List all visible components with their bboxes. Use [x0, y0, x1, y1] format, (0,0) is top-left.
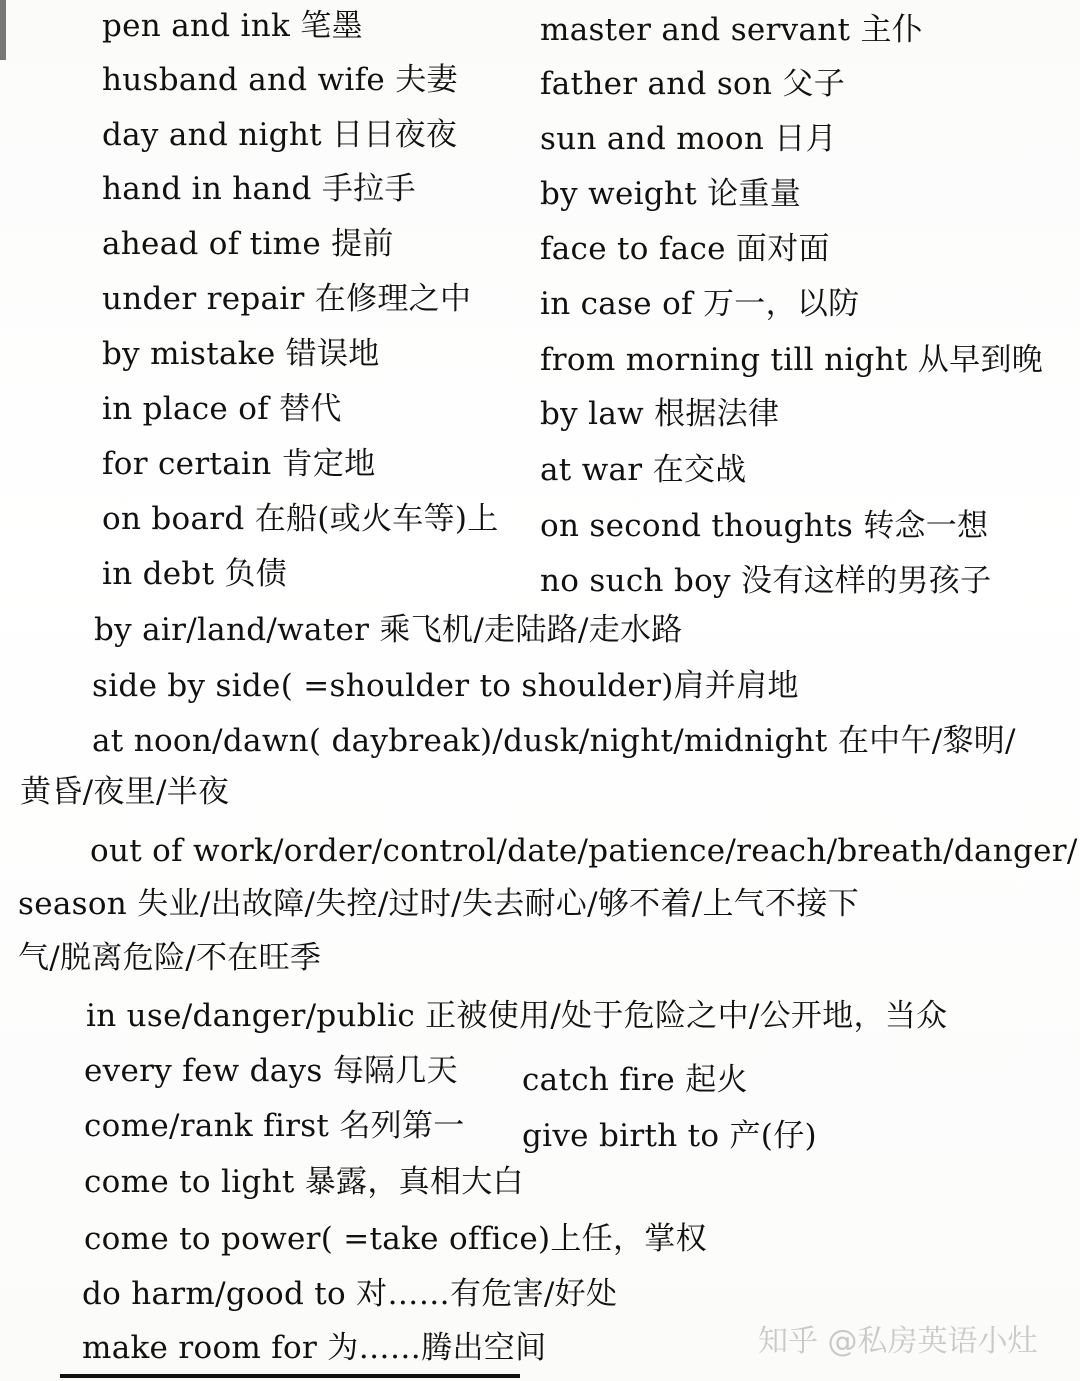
phrase-line: come to power( =take office)上任，掌权 [84, 1221, 707, 1257]
phrase-right: on second thoughts 转念一想 [540, 508, 989, 544]
phrase-right: from morning till night 从早到晚 [540, 342, 1044, 378]
phrase-left: husband and wife 夫妻 [102, 62, 458, 98]
phrase-right: master and servant 主仆 [540, 12, 924, 48]
watermark: 知乎 @私房英语小灶 [758, 1324, 1038, 1359]
phrase-left: ahead of time 提前 [102, 226, 394, 262]
phrase-line-continued: season 失业/出故障/失控/过时/失去耐心/够不着/上气不接下 [18, 886, 859, 922]
phrase-left: pen and ink 笔墨 [102, 8, 363, 44]
phrase-right: by weight 论重量 [540, 176, 802, 212]
phrase-right: give birth to 产(仔) [522, 1118, 817, 1154]
phrase-left: under repair 在修理之中 [102, 281, 472, 317]
phrase-left: every few days 每隔几天 [84, 1053, 458, 1089]
phrase-right: face to face 面对面 [540, 231, 830, 267]
phrase-left: in place of 替代 [102, 391, 342, 427]
phrase-left: for certain 肯定地 [102, 446, 376, 482]
phrase-right: no such boy 没有这样的男孩子 [540, 563, 992, 599]
phrase-right: sun and moon 日月 [540, 121, 837, 157]
phrase-line: at noon/dawn( daybreak)/dusk/night/midnight 在中午/黎明/ [92, 723, 1016, 759]
phrase-left: come/rank first 名列第一 [84, 1108, 465, 1144]
phrase-left: in debt 负债 [102, 556, 288, 592]
phrase-right: in case of 万一，以防 [540, 286, 860, 322]
phrase-line: in use/danger/public 正被使用/处于危险之中/公开地，当众 [86, 998, 948, 1034]
phrase-left: day and night 日日夜夜 [102, 117, 458, 153]
phrase-line-continued: 气/脱离危险/不在旺季 [18, 940, 322, 976]
phrase-line: out of work/order/control/date/patience/reach/breath/danger/ [90, 833, 1078, 869]
phrase-line-continued: 黄昏/夜里/半夜 [20, 774, 230, 810]
phrase-right: catch fire 起火 [522, 1062, 748, 1098]
phrase-line: come to light 暴露，真相大白 [84, 1164, 524, 1200]
bottom-edge-line [60, 1374, 520, 1378]
phrase-left: on board 在船(或火车等)上 [102, 501, 499, 537]
phrase-line: do harm/good to 对……有危害/好处 [82, 1276, 618, 1312]
phrase-line: make room for 为……腾出空间 [82, 1330, 547, 1366]
phrase-right: father and son 父子 [540, 66, 846, 102]
phrase-line: side by side( =shoulder to shoulder)肩并肩地 [92, 668, 799, 704]
phrase-left: hand in hand 手拉手 [102, 171, 416, 207]
page-edge-shadow [0, 0, 6, 60]
phrase-line: by air/land/water 乘飞机/走陆路/走水路 [94, 612, 683, 648]
phrase-left: by mistake 错误地 [102, 336, 380, 372]
phrase-right: by law 根据法律 [540, 396, 780, 432]
phrase-right: at war 在交战 [540, 452, 747, 488]
